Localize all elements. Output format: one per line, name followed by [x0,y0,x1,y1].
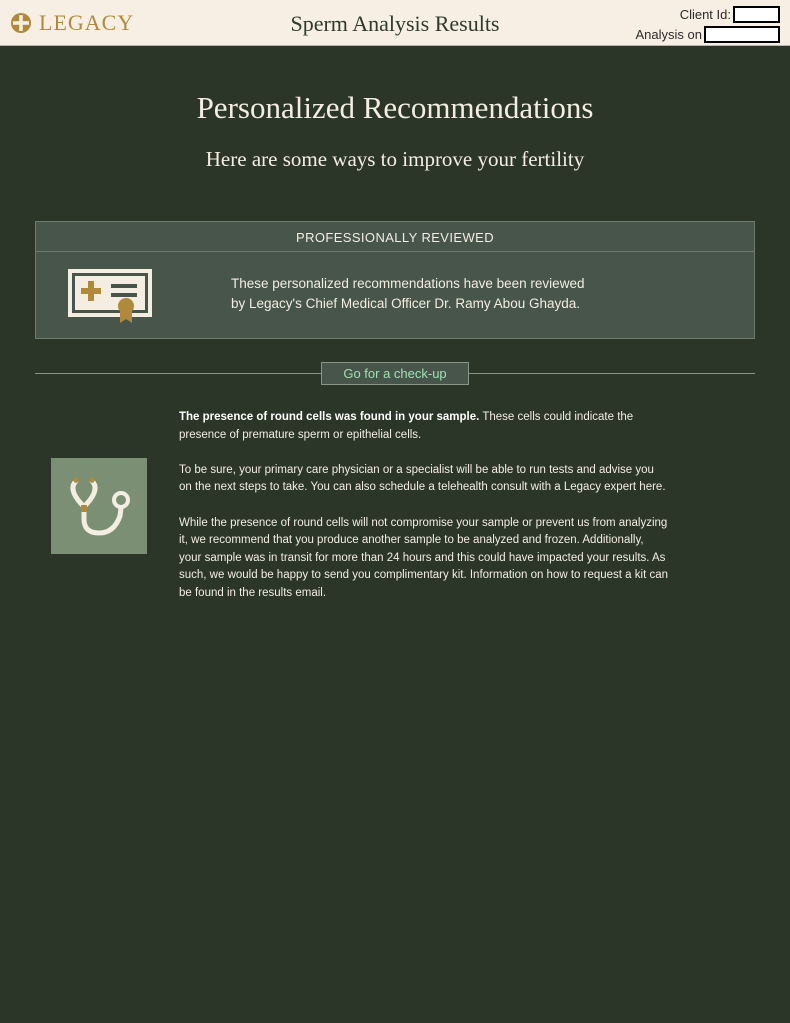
logo-text: LEGACY [39,10,135,35]
analysis-on-label: Analysis on [635,27,702,42]
section-heading-checkup: Go for a check-up [321,362,469,385]
client-id-label: Client Id: [679,7,731,22]
review-line-2: by Legacy's Chief Medical Officer Dr. Ramy Abou Ghayda. [231,296,580,311]
analysis-date-redacted [704,26,780,43]
paragraph-1 [179,409,669,444]
recommendation-body [179,409,669,620]
analysis-date-row [636,26,780,43]
subtitle: Here are some ways to improve your fertility [205,147,585,171]
certificate-icon [67,268,153,324]
review-heading: PROFESSIONALLY REVIEWED [36,222,754,252]
paragraph-3: While the presence of round cells will not compromise your sample or prevent us from analyzing it, we recommend that you produce another sample to be analyzed and frozen. Additionally, your sample was in transit for more than 24 hours and this could have impacted your results. As such, we would be happy to send you complimentary kit. Information on how to request a kit can be found in the results email. [179,516,669,599]
review-text [231,274,651,314]
stethoscope-tile [51,458,147,554]
paragraph-1-rest: These cells could indicate the presence of premature sperm or epithelial cells. [179,411,634,441]
review-line-1: These personalized recommendations have been reviewed [231,276,585,291]
stethoscope-icon [51,458,147,554]
paragraph-2: To be sure, your primary care physician or a specialist will be able to run tests and advise you on the next steps to take. You can also schedule a telehealth consult with a Legacy expert here. [179,463,666,494]
client-id-redacted [733,6,780,23]
main-title: Personalized Recommendations [196,90,594,125]
client-id-row [680,6,780,23]
paragraph-1-highlight: The presence of round cells was found in your sample. [179,411,480,423]
page-title: Sperm Analysis Results [290,11,500,36]
header-bar [0,0,790,46]
professional-review-panel [35,221,755,339]
